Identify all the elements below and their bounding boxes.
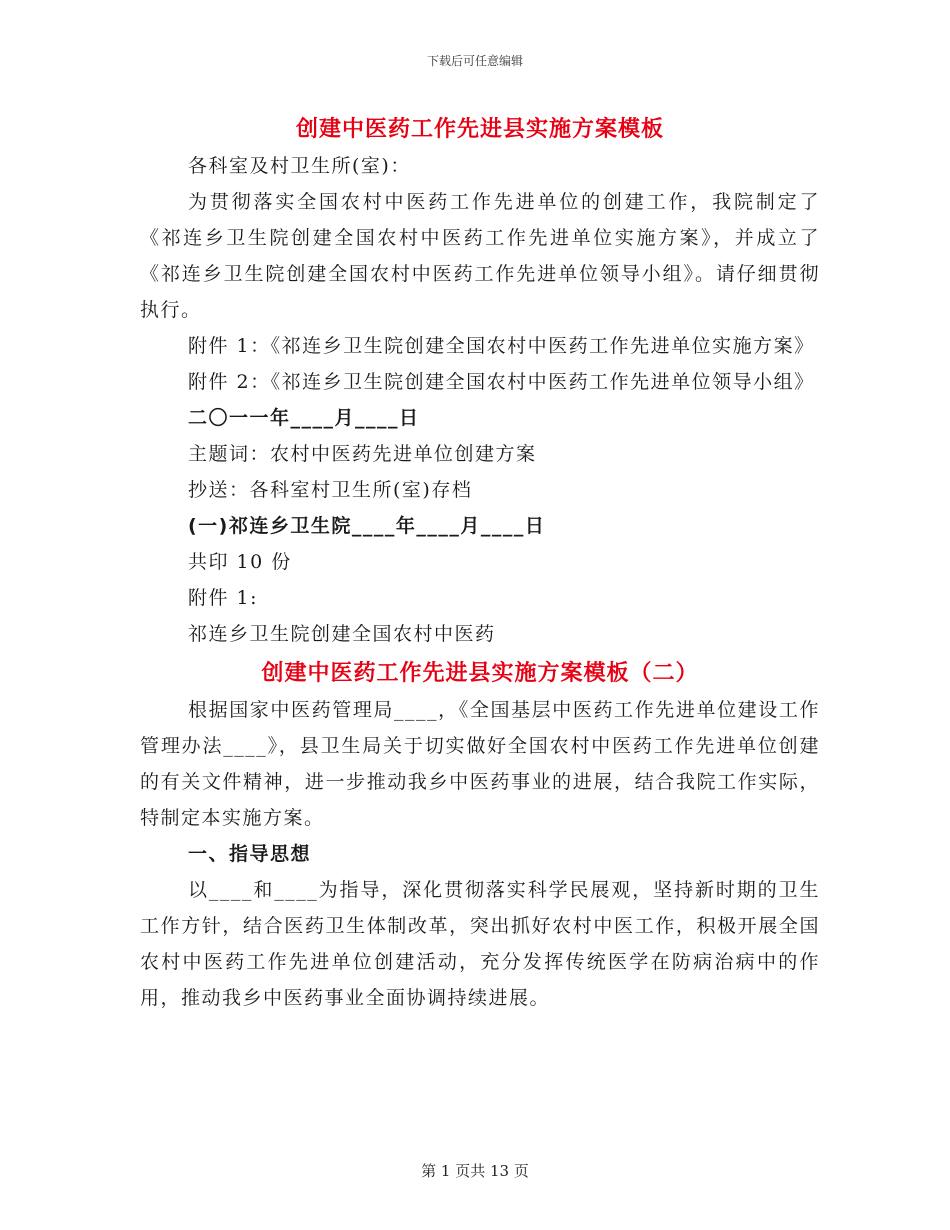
issue-date: 二〇一一年____月____日 [188, 407, 420, 429]
attachment-1-line: 附件 1：《祁连乡卫生院创建全国农村中医药工作先进单位实施方案》 [188, 335, 815, 357]
copies-count: 共印 10 份 [188, 551, 292, 573]
attachment-label: 附件 1: [188, 587, 259, 609]
salutation: 各科室及村卫生所(室)： [188, 155, 411, 177]
intro-paragraph: 根据国家中医药管理局____，《全国基层中医药工作先进单位建设工作管理办法____》，县卫生局关于切实做好全国农村中医药工作先进单位创建的有关文件精神，进一步推动我乡中医药事业的进展，结合我院工作实际，特制定本实施方案。 [140, 699, 820, 829]
page-header: 下载后可任意编辑 [426, 54, 523, 68]
attachment-2-line: 附件 2：《祁连乡卫生院创建全国农村中医药工作先进单位领导小组》 [188, 371, 815, 393]
notice-paragraph: 为贯彻落实全国农村中医药工作先进单位的创建工作，我院制定了《祁连乡卫生院创建全国农村中医药工作先进单位实施方案》，并成立了《祁连乡卫生院创建全国农村中医药工作先进单位领导小组》。请仔细贯彻执行。 [140, 191, 820, 321]
guiding-ideology-paragraph: 以____和____为指导，深化贯彻落实科学民展观，坚持新时期的卫生工作方针，结合医药卫生体制改革，突出抓好农村中医工作，积极开展全国农村中医药工作先进单位创建活动，充分发挥传统医学在防病治病中的作用，推动我乡中医药事业全面协调持续进展。 [140, 879, 820, 1009]
page-footer: 第 1 页共 13 页 [421, 1162, 529, 1180]
section-heading-guiding-ideology: 一、指导思想 [188, 843, 312, 865]
cc-line: 抄送：各科室村卫生所(室)存档 [188, 479, 473, 501]
issuer-date-line: (一)祁连乡卫生院____年____月____日 [188, 515, 546, 537]
document-body [140, 110, 820, 1016]
document-title: 创建中医药工作先进县实施方案模板 [295, 116, 664, 142]
section-title: 创建中医药工作先进县实施方案模板（二） [261, 660, 699, 686]
attachment-title: 祁连乡卫生院创建全国农村中医药 [188, 623, 496, 645]
subject-words: 主题词：农村中医药先进单位创建方案 [188, 443, 537, 465]
